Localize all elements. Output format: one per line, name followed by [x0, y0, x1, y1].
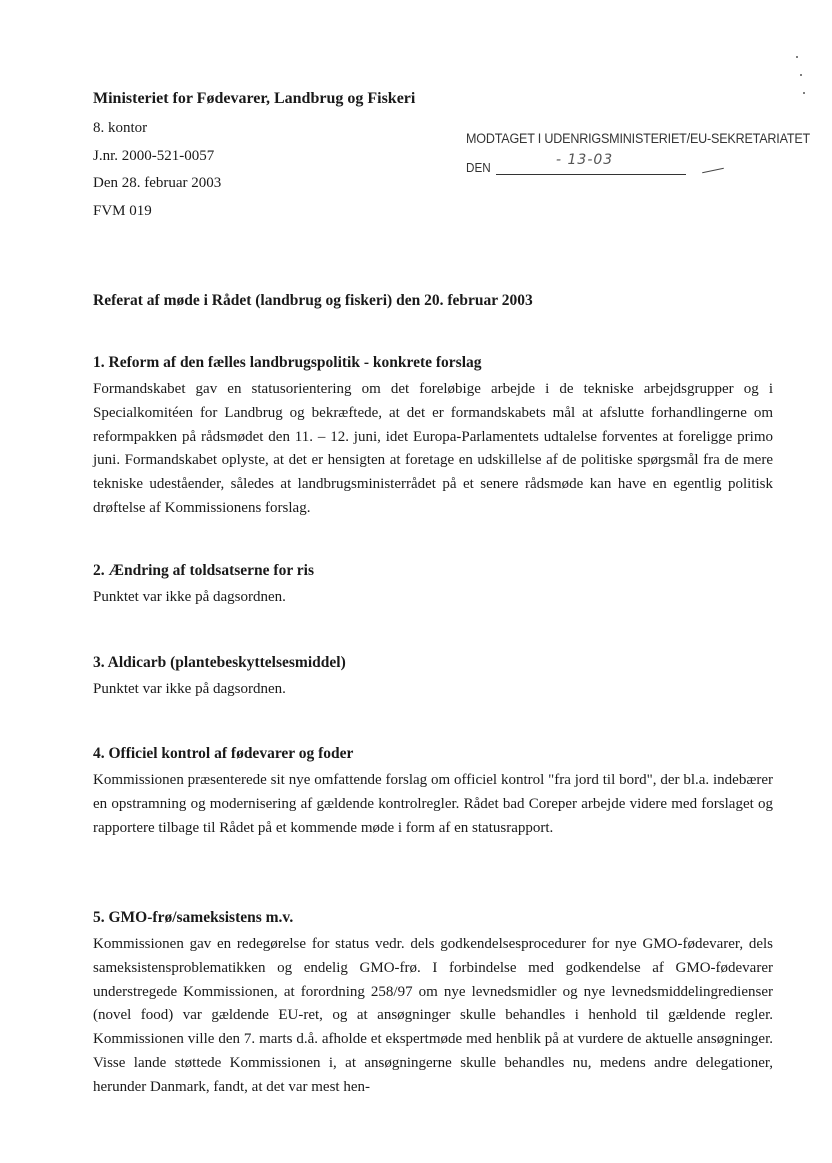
scan-speck [800, 74, 802, 76]
letterhead [93, 88, 513, 225]
stamp-received-text: MODTAGET I UDENRIGSMINISTERIET/EU-SEKRETARIATET [466, 131, 810, 146]
section-heading: 2. Ændring af toldsatserne for ris [93, 562, 315, 579]
stamp-den-label: DEN [466, 160, 491, 175]
ministry-name: Ministeriet for Fødevarer, Landbrug og Fiskeri [93, 90, 416, 107]
section-heading: 1. Reform af den fælles landbrugspolitik - konkrete forslag [93, 354, 482, 371]
section-heading: 4. Officiel kontrol af fødevarer og foder [93, 745, 354, 762]
document-date: Den 28. februar 2003 [93, 175, 222, 191]
section-body: Punktet var ikke på dagsordnen. [93, 681, 286, 697]
section-4 [93, 743, 773, 840]
scan-speck [803, 92, 805, 94]
stamp-dash-mark [702, 168, 724, 174]
journal-number: J.nr. 2000-521-0057 [93, 147, 215, 164]
stamp-handwritten-date: - 13-03 [556, 152, 614, 168]
section-1 [93, 352, 773, 521]
section-3 [93, 652, 773, 702]
document-reference: FVM 019 [93, 202, 152, 219]
document-title: Referat af møde i Rådet (landbrug og fiskeri) den 20. februar 2003 [93, 292, 533, 309]
section-2 [93, 560, 773, 610]
section-body: Kommissionen gav en redegørelse for status vedr. dels godkendelsesprocedurer for nye GMO-fødevarer, dels sameksistensproblematikken og endelig GMO-frø. I forbindelse med godkendelse af GMO-fødevarer understregede Kommissionen, at forordning 258/97 om nye levnedsmidler og nye levnedsmiddelingredienser (novel food) var gældende EU-ret, og at ansøgninger skulle behandles i henhold til gældende regler. Kommissionen ville den 7. marts d.å. afholde et ekspertmøde med henblik på at vurdere de aktuelle ansøgninger. Visse lande støttede Kommissionen i, at ansøgningerne skulle behandles nu, medens andre delegationer, herunder Danmark, fandt, at det var mest hen- [93, 936, 773, 1095]
section-5 [93, 907, 773, 1100]
office-line: 8. kontor [93, 120, 148, 136]
stamp-date-line [466, 152, 816, 178]
received-stamp [466, 130, 816, 178]
section-body: Formandskabet gav en statusorientering om det foreløbige arbejde i de tekniske arbejdsgrupper og i Specialkomitéen for Landbrug og bekræftede, at det er formandskabets mål at afslutte forhandlingerne om reformpakken på rådsmødet den 11. – 12. juni, idet Europa-Parlamentets udtalelse forventes at foreligge primo juni. Formandskabet oplyste, at det er hensigten at foretage en udskillelse af de politiske spørgsmål fra de mere tekniske udeståender, således at landbrugsministerrådet på et senere rådsmøde kan have en egentlig politisk drøftelse af Kommissionens forslag. [93, 381, 773, 516]
section-heading: 3. Aldicarb (plantebeskyttelsesmiddel) [93, 654, 346, 671]
stamp-underline [496, 174, 686, 175]
section-body: Kommissionen præsenterede sit nye omfattende forslag om officiel kontrol "fra jord til bord", der bl.a. indebærer en opstramning og modernisering af gældende kontrolregler. Rådet bad Coreper arbejde videre med forslaget og rapportere tilbage til Rådet på et kommende møde i form af en statusrapport. [93, 772, 773, 836]
section-body: Punktet var ikke på dagsordnen. [93, 589, 286, 605]
section-heading: 5. GMO-frø/sameksistens m.v. [93, 909, 294, 926]
scan-speck [796, 56, 798, 58]
